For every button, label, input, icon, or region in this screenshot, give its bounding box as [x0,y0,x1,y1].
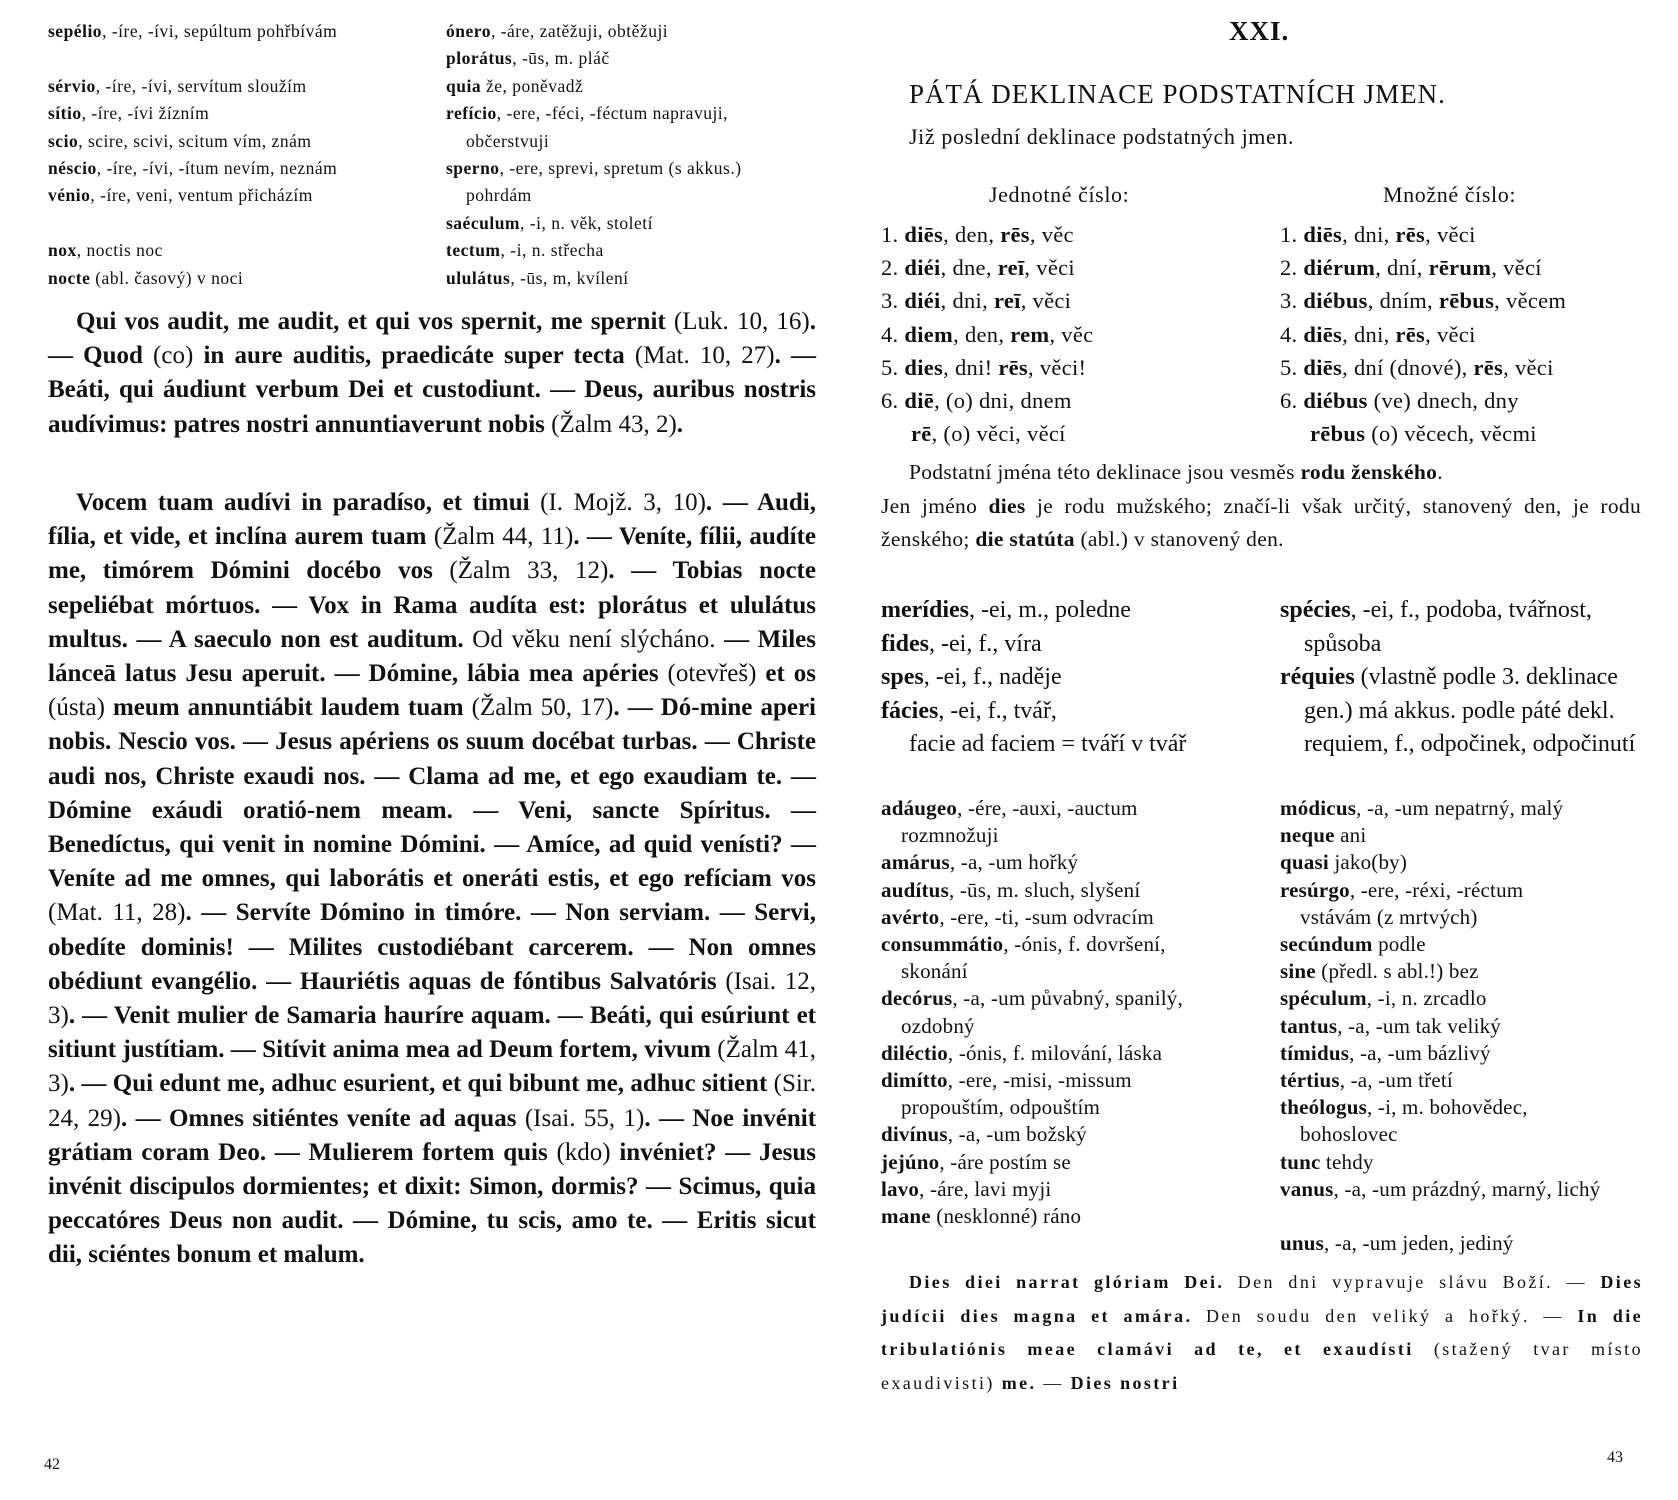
form-dies: diēs [1303,222,1343,247]
vocab-continuation: rozmnožuji [901,823,999,848]
vocab-entry [881,795,1183,822]
citation-text: (Žalm 43, 2) [544,410,677,438]
vocab-entry [881,985,1183,1012]
vocab-meaning: , -ei, f., podoba, tvářnost, spůsoba [1304,597,1592,657]
vocab-meaning: , -i, n. věk, století [520,212,653,233]
form-dies: diem [904,321,954,347]
vocab-entry [1280,594,1650,661]
declension-row [1280,251,1566,284]
form-dies: dies [904,354,944,380]
vocab-meaning: , -a, -um prázdný, marný, lichý [1333,1176,1601,1201]
vocab-word: dimítto [881,1068,948,1093]
vocab-continuation: bohoslovec [1300,1122,1398,1147]
latin-text: Vocem tuam audívi in paradíso, et timui [76,489,530,516]
vocab-meaning: , -ónis, f. milování, láska [947,1040,1163,1065]
vocab-meaning: , -ere, -féci, -féctum napravuji, [496,103,729,124]
citation-text: (Luk. 10, 16) [665,308,810,335]
vocab-meaning: , -íre, veni, ventum přicházím [90,185,313,206]
vocab-entry [1280,1149,1600,1176]
citation-text: (Mat. 11, 28) [48,899,186,927]
translation: , dním, [1367,288,1439,314]
form-dies: diēs [1303,321,1343,347]
vocab-meaning: , -a, -um nepatrný, malý [1356,796,1564,820]
declension-row [1280,351,1566,384]
form-res: rēbus [1438,288,1495,314]
vocab-entry [48,182,337,209]
latin-paragraph-1 [48,305,816,442]
vocab-meaning: , -áre, zatěžuji, obtěžuji [490,21,669,41]
vocab-meaning: , -a, -um bázlivý [1349,1040,1491,1065]
translation: , věci [1425,321,1476,347]
vocab-word: plorátus [446,48,513,69]
vocab-entry [48,128,337,155]
citation-text: — [1036,1372,1071,1393]
case-number: 2. [881,255,905,281]
chapter-title: PÁTÁ DEKLINACE PODSTATNÍCH JMEN. [909,79,1446,109]
vocab-meaning: , -i, n. zrcadlo [1366,986,1487,1011]
latin-text: — Miles lánceā latus Jesu aperuit. — Dómine, lábia mea apéries [48,625,816,688]
translation: , dní, [1375,255,1429,281]
form-res: rēs [998,354,1028,380]
vocab-entry [1280,1094,1600,1121]
vocab2-column-left [881,795,1183,1230]
vocab-continuation: občerstvuji [466,130,550,151]
singular-header: Jednotné číslo: [989,182,1130,207]
form-dies: diérum [1303,255,1376,281]
vocab-meaning: (předl. s abl.!) bez [1315,959,1479,984]
translation: , věci [1503,354,1554,380]
vocab-meaning: podle [1372,932,1426,957]
vocab-entry [446,210,742,237]
vocab-meaning: , scire, scivi, scitum vím, znám [78,130,312,151]
vocab-entry [446,265,742,292]
vocab-word: decórus [881,986,953,1011]
vocab-continuation: pohrdám [466,185,532,206]
vocab-meaning: , -a, -um půvabný, spanilý, [952,986,1183,1011]
vocab-word: ónero [446,21,491,41]
case-number: 5. [881,354,905,380]
vocab-word: néscio [48,158,97,179]
declension-row [1280,384,1566,417]
plural-declension [1280,218,1566,450]
vocab2-column-right [1280,795,1600,1257]
vocab-entry [881,1203,1183,1230]
vocab-word: ululátus [446,267,511,288]
latin-text: . — Beáti, qui áudiunt verbum Dei et custodiunt. — Deus, auribus nostris audívimus: patres nostri annuntiaverunt nobis [48,342,817,438]
translation: , den, [943,222,1001,247]
case-number: 6. [1280,388,1304,414]
vocab-word: scio [48,130,79,151]
case-number: 4. [881,321,905,347]
translation: , věci [1425,222,1476,247]
page-number-left: 42 [44,1456,60,1473]
vocab-entry [881,1067,1183,1094]
citation-text: (Žalm 33, 12) [432,557,609,585]
vocab-continuation: ozdobný [901,1013,975,1038]
translation: , dni, [1342,321,1396,347]
declension-row [881,351,1093,384]
vocab-entry [446,100,742,127]
citation-text: (Isai. 55, 1) [516,1104,645,1132]
vocab-entry [1280,1176,1600,1203]
vocab-word: resúrgo [1280,877,1350,902]
form-dies: diéi [904,288,941,314]
latin-text: . — Dó-mine aperi nobis. Nescio vos. — Jesus apériens os suum docébat turbas. — Christe audi nos, Christe exaudi nos. — Clama ad me, et ego exaudiam te. — Dómine exáudi oratió-nem meam. — Veni, sancte Spíritus. — Benedíctus, qui venit in nomine Dómini. — Amíce, ad quid venísti? — Veníte ad me omnes, qui laborátis et oneráti estis, et ego refíciam vos [48,694,816,893]
vocab-word: secúndum [1280,932,1373,957]
vocab-entry [881,1040,1183,1067]
latin-text: Qui vos audit, me audit, et qui vos spernit, me spernit [76,308,666,335]
form-dies: diē [904,388,935,414]
latin-text: . — Tobias nocte sepeliébat mórtuos. — Vox in Rama audíta est: plorátus et ululátus multus. — A saeculo non est auditum. [48,557,816,653]
vocab-meaning: (nesklonné) ráno [930,1204,1082,1229]
vocab-word: divínus [881,1122,948,1147]
vocab-entry [881,594,1186,628]
vocab-word: jejúno [881,1149,940,1174]
vocab-entry [1280,1067,1600,1094]
vocab-meaning: , -ūs, m, kvílení [510,267,629,288]
vocab-entry [881,904,1183,931]
dies-note: Jen jméno dies je rodu mužského; značí-li však určitý, stanovený den, je rodu ženského; die statúta (abl.) v stanovený den. [881,493,1641,551]
vocab-entry [881,877,1183,904]
vocab-word: amárus [881,850,950,875]
latin-text: . — Audi, fília, et vide, et inclína aurem tuam [48,489,816,551]
vocab-word: merídies [881,597,969,623]
vocab-meaning: ani [1334,823,1367,848]
vocab-word: audítus [881,877,949,902]
vocab-meaning: , -a, -um jeden, jediný [1324,1231,1514,1256]
vocab-entry [881,661,1186,695]
vocab-word: diléctio [881,1040,948,1065]
vocab-word: saéculum [446,212,520,233]
chapter-intro: Již poslední deklinace podstatných jmen. [909,124,1295,149]
page-number-right: 43 [1607,1449,1623,1466]
vocab-entry [1280,1040,1600,1067]
translation: , dní (dnové), [1342,354,1474,380]
vocab-word: nox [48,240,77,261]
vocab-entry [881,931,1183,958]
translation: , věcem [1494,288,1567,314]
vocab-meaning: , -íre, -ívi žízním [81,103,210,124]
vocab-meaning: , -ere, -réxi, -réctum [1349,877,1524,902]
form-dies: rēbus [1310,421,1366,447]
declension-row [881,284,1093,317]
vocab-meaning: , -a, -um třetí [1339,1068,1453,1093]
translation: (o) věcech, věcmi [1365,421,1537,447]
vocab-entry [446,18,742,45]
vocab-word: sepélio [48,21,103,41]
vocab-meaning: tehdy [1320,1149,1374,1174]
form-res: rēs [1473,354,1504,380]
form-res: reī [997,255,1025,281]
vocab-word: refício [446,103,497,124]
translation: , věci [1020,288,1072,314]
citation-text: (Žalm 50, 17) [463,694,614,722]
translation: , (o) dni, dnem [934,388,1072,414]
vocab-entry [48,237,337,264]
form-res: rērum [1428,255,1492,281]
citation-text: (Mat. 10, 27) [624,342,775,370]
latin-paragraph-2 [48,486,816,1273]
vocab-word: nocte [48,267,91,288]
vocab-entry [1280,849,1600,876]
latin-text: In die tribulatiónis meae clamávi ad te, et exaudísti [881,1305,1643,1359]
vocab-meaning: , -a, -um hořký [949,850,1079,875]
latin-text: meum annuntiábit laudem tuam [112,694,464,722]
vocab-entry [881,628,1186,662]
form-dies: diébus [1303,388,1368,414]
citation-text: (otevřeš) [658,660,766,688]
case-number: 6. [881,388,905,414]
vocab-word: quasi [1280,850,1329,875]
translation: , věcí [1491,255,1542,281]
declension-row [881,384,1093,417]
vocab-entry [48,73,337,100]
vocab-meaning: , -ūs, m. sluch, slyšení [948,877,1141,902]
spacer [1280,1203,1600,1230]
vocab-word: fides [881,630,929,657]
form-res: rēs [1000,222,1030,247]
vocab-word: tunc [1280,1149,1321,1174]
translation: , den, [953,321,1011,347]
latin-text: Dies nostri [1070,1372,1180,1393]
case-number: 3. [881,288,905,314]
vocab-meaning: , noctis noc [76,240,163,261]
citation-text: (co) [142,342,204,370]
vocab-meaning: (vlastně podle 3. deklinace gen.) má akkus. podle páté dekl. requiem, f., odpočinek, odpočinutí [1304,664,1636,757]
plural-header: Množné číslo: [1383,182,1517,207]
form-res: rēs [1395,321,1426,347]
vocab-word: mane [881,1204,931,1229]
vocab-entry [1280,1013,1600,1040]
vocab-meaning: že, poněvadž [481,75,584,96]
vocab-word: lavo [881,1176,920,1201]
vocab-entry [446,155,742,182]
vocab-word: spéculum [1280,986,1367,1011]
case-number: 1. [1280,222,1304,247]
chapter-number: XXI. [1229,16,1290,46]
translation: , (o) věci, věcí [931,421,1066,447]
declension-row [1280,284,1566,317]
vocab-entry [446,73,742,100]
fifth-declension-nouns-right [1280,594,1650,762]
vocab-entry [1280,1230,1600,1257]
vocab-meaning: , -íre, -ívi, sepúltum pohřbívám [102,21,338,41]
citation-text: (stažený tvar místo exaudivisti) [881,1339,1643,1393]
vocab-meaning: , -ére, -auxi, -auctum [957,796,1138,820]
vocab-meaning: , -ei, f., tvář, [938,697,1057,724]
vocab-meaning: , -ūs, m. pláč [512,48,610,69]
translation: , věci! [1028,354,1087,380]
right-page [839,0,1678,1500]
citation-text: (kdo) [547,1138,620,1166]
vocab-meaning: jako(by) [1328,850,1408,875]
vocab-word: módicus [1280,796,1357,820]
vocab-word: sítio [48,103,82,124]
form-dies: diébus [1303,288,1368,314]
vocab-word: vénio [48,185,91,206]
citation-text: (I. Mojž. 3, 10) [529,489,706,516]
vocab-continuation: skonání [901,959,968,984]
singular-declension [881,218,1093,450]
declension-row [1280,218,1566,251]
vocab-entry [881,1149,1183,1176]
form-dies: diēs [1303,354,1343,380]
vocab-word: réquies [1280,664,1355,690]
translation: , věc [1029,222,1074,247]
vocab-entry [881,1121,1183,1148]
example-sentences [881,1266,1643,1400]
latin-text: me. [1001,1372,1037,1393]
vocab-entry [1280,985,1600,1012]
case-number: 5. [1280,354,1304,380]
citation-text: (Žalm 41, 3) [48,1036,816,1098]
translation: , dni, [940,288,994,314]
citation-text: (ústa) [48,694,113,722]
vocab-word: consummátio [881,932,1004,957]
vocab-word: fácies [881,697,939,724]
vocab-meaning: , -a, -um tak veliký [1337,1013,1502,1038]
vocab-word: spes [881,664,924,690]
translation: (ve) dnech, dny [1367,388,1519,414]
declension-row [1280,417,1566,450]
vocab-word: sérvio [48,75,96,96]
form-dies: diéi [904,255,941,281]
vocab-entry [48,155,337,182]
form-res: reī [993,288,1021,314]
vocab-meaning: , -ei, f., naděje [923,664,1062,690]
vocab-word: avérto [881,904,940,929]
vocab-entry [446,45,742,72]
translation: , dne, [940,255,998,281]
vocab-entry [48,100,337,127]
declension-row [881,318,1093,351]
declension-row [881,251,1093,284]
vocab-meaning: , -ónis, f. dovršení, [1003,932,1166,957]
translation: , dni! [943,354,999,380]
vocab-word: quia [446,75,482,96]
vocab-entry [1280,795,1600,822]
latin-text: . — Qui edunt me, adhuc esurient, et qui bibunt me, adhuc sitient [68,1070,768,1098]
declension-row [881,218,1093,251]
vocab-word: vanus [1280,1176,1334,1201]
vocab-word: neque [1280,823,1335,848]
form-dies: diēs [904,222,944,247]
latin-text: et os [765,660,816,688]
vocab-word: tectum [446,240,501,261]
vocab-meaning: , -ere, -ti, -sum odvracím [939,904,1154,929]
case-number: 2. [1280,255,1304,281]
form-dies: rē [911,421,932,447]
vocab-word: theólogus [1280,1095,1367,1120]
vocab-entry [881,1176,1183,1203]
vocab-meaning: , -ere, -misi, -missum [947,1068,1132,1093]
citation-text: (Žalm 44, 11) [426,523,574,551]
vocab-word: sperno [446,158,500,179]
case-number: 4. [1280,321,1304,347]
vocab-word: sine [1280,959,1316,984]
vocab-entry [48,265,337,292]
latin-text: invéniet? — Jesus invénit discipulos dormientes; et dixit: Simon, dormis? — Scimus, quia peccatóres Deus non audit. — Dómine, tu scis, amo te. — Eritis sicut dii, sciéntes bonum et malum. [48,1138,816,1269]
vocab-meaning: , -íre, -ívi, servítum sloužím [95,75,307,96]
declension-row [1280,318,1566,351]
vocab-meaning: , -áre postím se [939,1149,1071,1174]
vocab-column-left [48,18,337,292]
latin-text: . — Veníte, fílii, audíte me, timórem Dómini docébo vos [48,523,817,585]
fifth-declension-nouns-left [881,594,1186,762]
latin-text: . — Quod [48,308,816,370]
vocab-word: tímidus [1280,1040,1350,1065]
vocab-word: tértius [1280,1068,1340,1093]
citation-text: Den dni vypravuje slávu Boží. — [1224,1272,1601,1292]
translation: , věci [1024,255,1075,281]
vocab-entry [1280,958,1600,985]
latin-text: in aure auditis, praedicáte super tecta [203,342,625,370]
citation-text: Od věku není slýcháno. [463,625,725,653]
vocab-word: unus [1280,1231,1325,1256]
vocab-meaning: , -áre, lavi myji [919,1176,1052,1201]
declension-row [881,417,1093,450]
vocab-entry [881,849,1183,876]
citation-text: (Sir. 24, 29) [48,1070,816,1132]
vocab-entry [1280,661,1650,762]
vocab-meaning: , -ere, sprevi, spretum (s akkus.) [499,158,742,179]
vocab-word: tantus [1280,1013,1338,1038]
vocab-meaning: , -ei, m., poledne [968,597,1131,623]
translation: , věc [1049,321,1094,347]
vocab-entry [881,695,1186,729]
vocab-entry [1280,822,1600,849]
vocab-meaning: (abl. časový) v noci [90,267,244,288]
vocab-meaning: , -íre, -ívi, -ítum nevím, neznám [96,158,338,179]
vocab-entry [446,237,742,264]
vocab-word: spécies [1280,597,1351,623]
spacer [48,45,337,72]
gender-note: Podstatní jména této deklinace jsou vesměs rodu ženského. [909,460,1443,484]
vocab-word: adáugeo [881,796,958,820]
citation-text: (Isai. 12, 3) [48,967,817,1030]
vocab-meaning: , -a, -um božský [947,1122,1087,1147]
latin-text: . — Servíte Dómino in timóre. — Non serviam. — Servi, obedíte dominis! — Milites custodiébant carcerem. — Non omnes obédiunt evangélio. — Hauriétis aquas de fóntibus Salvatóris [48,899,816,995]
latin-text: . — Noe invénit grátiam coram Deo. — Mulierem fortem quis [48,1104,817,1166]
vocab-continuation: facie ad faciem = tváří v tvář [909,731,1187,757]
case-number: 1. [881,222,905,247]
vocab-continuation: propouštím, odpouštím [901,1095,1101,1120]
form-res: rēs [1395,222,1426,247]
vocab-entry [1280,877,1600,904]
translation: , dni, [1342,222,1396,247]
spacer [48,210,337,237]
latin-text: . — Venit mulier de Samaria hauríre aquam. — Beáti, qui esúriunt et sitiunt justítiam. — Sitívit anima mea ad Deum fortem, vivum [48,1002,816,1064]
vocab-meaning: , -i, n. střecha [500,240,604,261]
latin-text: . [676,410,684,438]
vocab-column-right [446,18,742,292]
latin-text: . — Omnes sitiéntes veníte ad aquas [120,1104,517,1132]
vocab-meaning: , -ei, f., víra [929,630,1042,657]
vocab-entry [48,18,337,45]
latin-text: Dies judícii dies magna et amára. [881,1272,1644,1326]
citation-text: Den soudu den veliký a hořký. — [1192,1305,1578,1326]
declension-notes [881,456,1641,557]
vocab-entry [1280,931,1600,958]
form-res: rem [1010,321,1050,347]
latin-text: Dies diei narrat glóriam Dei. [909,1272,1225,1292]
case-number: 3. [1280,288,1304,314]
vocab-meaning: , -i, m. bohovědec, [1366,1095,1528,1120]
vocab-continuation: vstávám (z mrtvých) [1300,904,1478,929]
